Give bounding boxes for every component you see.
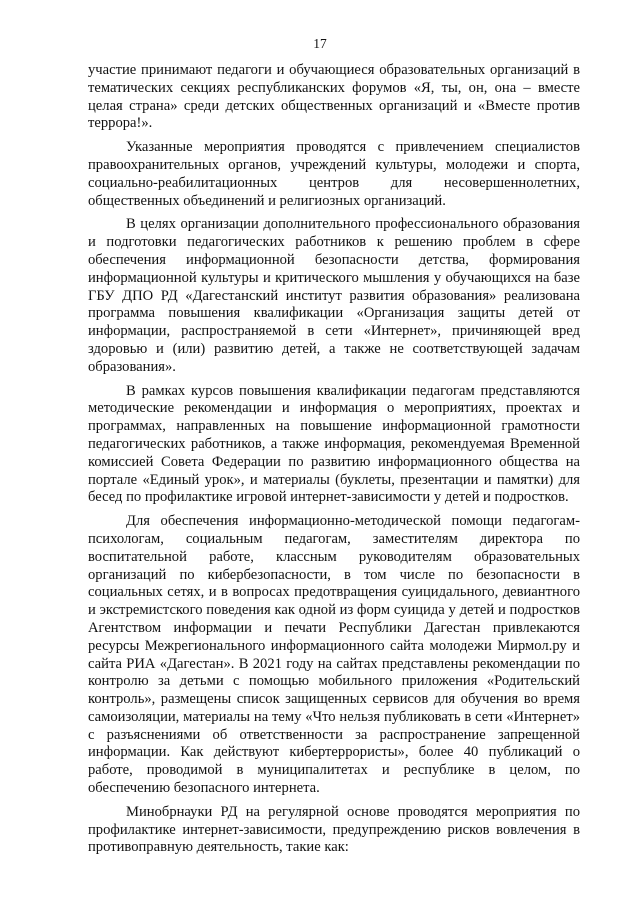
paragraph-professional-education: В целях организации дополнительного профессионального образования и подготовки педагогических работников к решению проблем в сфере обеспечения информационной безопасности детства, формирования информационной культуры и критического мышления у обучающихся на базе ГБУ ДПО РД «Дагестанский институт развития образования» реализована программа повышения квалификации «Организация защиты детей от информации, распространяемой в сети «Интернет», причиняющей вред здоровью и (или) развитию детей, а также не соответствующей задачам образования». [88, 216, 580, 375]
paragraph-ministry-measures: Минобрнауки РД на регулярной основе проводятся мероприятия по профилактике интернет-зависимости, предупреждению рисков вовлечения в противоправную деятельность, такие как: [88, 803, 580, 856]
document-body [88, 62, 580, 857]
paragraph-forums-continuation: участие принимают педагоги и обучающиеся образовательных организаций в тематических секциях республиканских форумов «Я, ты, он, она – вместе целая страна» среди детских общественных организаций и «Вместе против террора!». [88, 62, 580, 132]
paragraph-qualification-courses: В рамках курсов повышения квалификации педагогам представляются методические рекомендации и информация о мероприятиях, проектах и программах, направленных на повышение информационной грамотности педагогических работников, а также информация, рекомендуемая Временной комиссией Совета Федерации по развитию информационного общества на портале «Единый урок», и материалы (буклеты, презентации и памятки) для бесед по профилактике игровой интернет-зависимости у детей и подростков. [88, 382, 580, 506]
paragraph-specialists: Указанные мероприятия проводятся с привлечением специалистов правоохранительных органов, учреждений культуры, молодежи и спорта, социально-реабилитационных центров для несовершеннолетних, общественных объединений и религиозных организаций. [88, 139, 580, 209]
page-number: 17 [313, 36, 327, 51]
paragraph-methodical-help: Для обеспечения информационно-методической помощи педагогам-психологам, социальным педагогам, заместителям директора по воспитательной работе, классным руководителям образовательных организаций по кибербезопасности, в том числе по безопасности в социальных сетях, и в вопросах предотвращения суицидального, девиантного и экстремистского поведения как одной из форм суицида у детей и подростков Агентством информации и печати Республики Дагестан привлекаются ресурсы Межрегионального информационного сайта молодежи Мирмол.ру и сайта РИА «Дагестан». В 2021 году на сайтах представлены рекомендации по контролю за детьми с помощью мобильного приложения «Родительский контроль», размещены список защищенных сервисов для обучения во время самоизоляции, материалы на тему «Что нельзя публиковать в сети «Интернет» с разъяснениями об ответственности за распространение запрещенной информации. Как действуют кибертеррористы», более 40 публикаций о работе, проводимой в муниципалитетах и республике в целом, по обеспечению безопасного интернета. [88, 513, 580, 797]
